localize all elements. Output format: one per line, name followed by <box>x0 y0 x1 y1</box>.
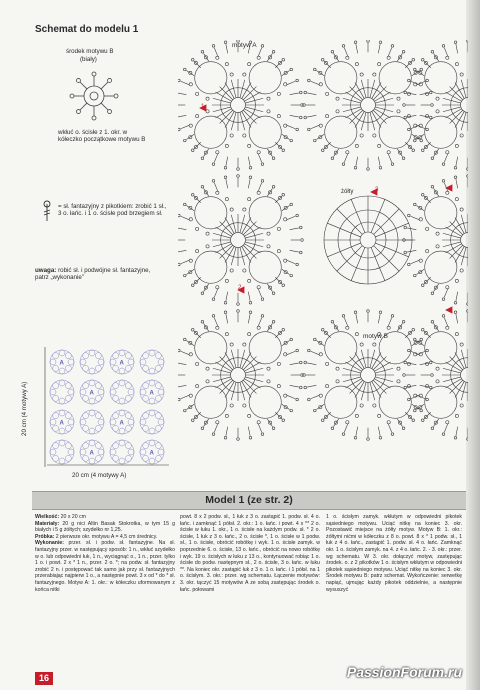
page-spine-shadow <box>466 0 480 690</box>
col3-text: 1 o. ścisłym zamyk. wkłutym w odpowiedni pikotek sąsiedniego motywu. Uciąć nitkę na koniec 3. okr. Pozostawić miejsce na żółty motyw. Motyw B: 1. okr.: żółtymi nićmi w kółeczku z 8 o. powt. 8 x * 1 podw. sł., 1 łuk z 4 o. łańc., zastąpić 1. podw. sł. 4 o. łańc. Zamknąć okr. 1 o. ścisłym zamyk. na 4. z 4 o. łańc. 2. - 3. okr.: przer. wg schematu. W 3. okr. dołączyć motyw, zastępując środek. o. z 2 pikotków 1 o. ścisłym wkłutym w odpowiedni pikotek sąsiedniego motywu. Uciąć nitkę na koniec 3. okr. Środek motywu B: patrz schemat. Wykończenie: serwetkę napiąć, ujmując każdy pikotek oddzielnie, a następnie wysuszyć <box>326 514 462 593</box>
motif-b-center-symbol <box>62 68 126 124</box>
col1-para-materials: Materiały: 20 g nici Altin Basak Stokrotka, w tym 15 g białych i 5 g żółtych; szydełko nr 1,25. <box>35 520 175 534</box>
label-yellow: żółty <box>341 189 354 195</box>
legend-motif-b-center: środek motywu B <box>66 48 114 55</box>
layout-vertical-label: 20 cm (4 motywy A) <box>21 381 28 436</box>
motif-a-flower <box>178 310 303 441</box>
motif-a-flower <box>403 310 468 441</box>
layout-motif-letter: A <box>119 360 124 367</box>
motif-a-flower <box>403 40 468 170</box>
article-column-3 <box>326 514 462 593</box>
page-number: 16 <box>35 672 53 685</box>
red-arrow-icon <box>446 185 452 191</box>
layout-motif-letter: A <box>89 390 94 397</box>
article-column-2 <box>180 514 320 593</box>
layout-motif-letter: A <box>59 420 64 427</box>
layout-motif-letter: A <box>149 450 154 457</box>
motif-a-flower <box>403 175 468 306</box>
layout-chart <box>43 345 171 467</box>
article-column-1 <box>35 514 175 593</box>
layout-horizontal-label: 20 cm (4 motywy A) <box>72 472 127 479</box>
picot-stitch-icon <box>40 200 54 222</box>
legend-picot-note: = sł. fantazyjny z pikotkiem: zrobić 1 sł., 3 o. łańc. i 1 o. ścisłe pod brzegiem sł. <box>58 203 167 218</box>
round-label-3: 3 <box>375 186 379 193</box>
motif-b-flower <box>324 196 412 284</box>
label-motif-a: motyw A <box>232 42 257 49</box>
article-heading: Model 1 (ze str. 2) <box>205 494 293 506</box>
uwaga-label: uwaga: <box>35 267 57 274</box>
legend-uwaga-note <box>35 267 165 282</box>
page-title: Schemat do modelu 1 <box>35 24 139 35</box>
round-label-2: 2 <box>238 284 242 291</box>
uwaga-text: robić sł. i podwójne sł. fantazyjne, patrz „wykonanie” <box>35 267 151 282</box>
layout-motif-letter: A <box>89 450 94 457</box>
legend-motif-b-color: (biały) <box>80 56 97 63</box>
red-arrow-icon <box>446 307 452 313</box>
round-label-1: 1 <box>201 103 205 110</box>
layout-motif-letter: A <box>149 390 154 397</box>
col1-para-gauge: Próbka: 2 pierwsze okr. motywu A = 4,5 cm średnicy. <box>35 533 158 540</box>
layout-motif-letter: A <box>59 360 64 367</box>
legend-ring-note: wkłuć o. ścisłe z 1. okr. w kółeczko początkowe motywu B <box>58 129 146 144</box>
article-heading-bar <box>32 491 466 510</box>
col1-para-size: Wielkość: 20 x 20 cm <box>35 514 86 520</box>
watermark-text: PassionForum.ru <box>346 664 462 680</box>
col1-para-instructions: Wykonanie: przer. sł. i podw. sł. fantazyjne. Na sł. fantazyjny przer. w następujący sposób: 1 n., wkłuć szydełko w o. lub odpowiedni łuk, 1 n., wyciągnąć o., 1 n., przer. tylko 1 o. i powt. 2 x * 1 n., przer. 2 o. *; na podw. sł. fantazyjny zrobić 2 n. i postępować tak samo jak przy sł. fantazyjnych przerabiając najpierw 1 o., a następnie powt. 3 x od * do * sł. fantazyjnego. Motyw A: 1. okr.: w kółeczku uformowanym z końca nitki <box>35 540 175 593</box>
layout-motif-letter: A <box>119 420 124 427</box>
label-motif-b: motyw B <box>363 333 388 340</box>
col2-text: powt. 8 x 2 podw. sł., 1 łuk z 3 o. zastąpić 1. podw. sł. 4 o. łańc. i zamknąć 1 półsł. 2. okr.: 1 o. łańc. i powt. 4 x ** 2 o. ścisłe w łuku 1. okr., 1 o. ścisłe na każdym podw. sł. * 2 o. ścisłe, 1 łuk z 3 o. łańc., 2 o. ścisłe *, 1 o. ścisłe w 1 podw. sł., 1 o. ścisłe, obrócić robótkę i wyk. 1 o. ścisłe zamyk. w poprzednie 6. o. ścisłe, 13 o. łańc., obrócić na nowo robótkę i wyk. 19 o. ścisłych w łuku z 13 o., kontynuować robiąc 1 o. ścisłe do podw. następnym sł., 2 o. ścisłe, 3 o. łańc. w łuku **. Na koniec okr. zastąpić łuk z 3 o. 1 o. łańc. i 1 półsł. na 1 o. ścisłym. 3. okr.: przer. wg schematu. Łączenie motywów: 3. okr. tączyć 15 motywów A ze sobą zastępując środek o. łańc. połowami <box>180 514 320 593</box>
motif-a-flower <box>178 40 303 170</box>
crochet-diagram <box>178 40 468 480</box>
